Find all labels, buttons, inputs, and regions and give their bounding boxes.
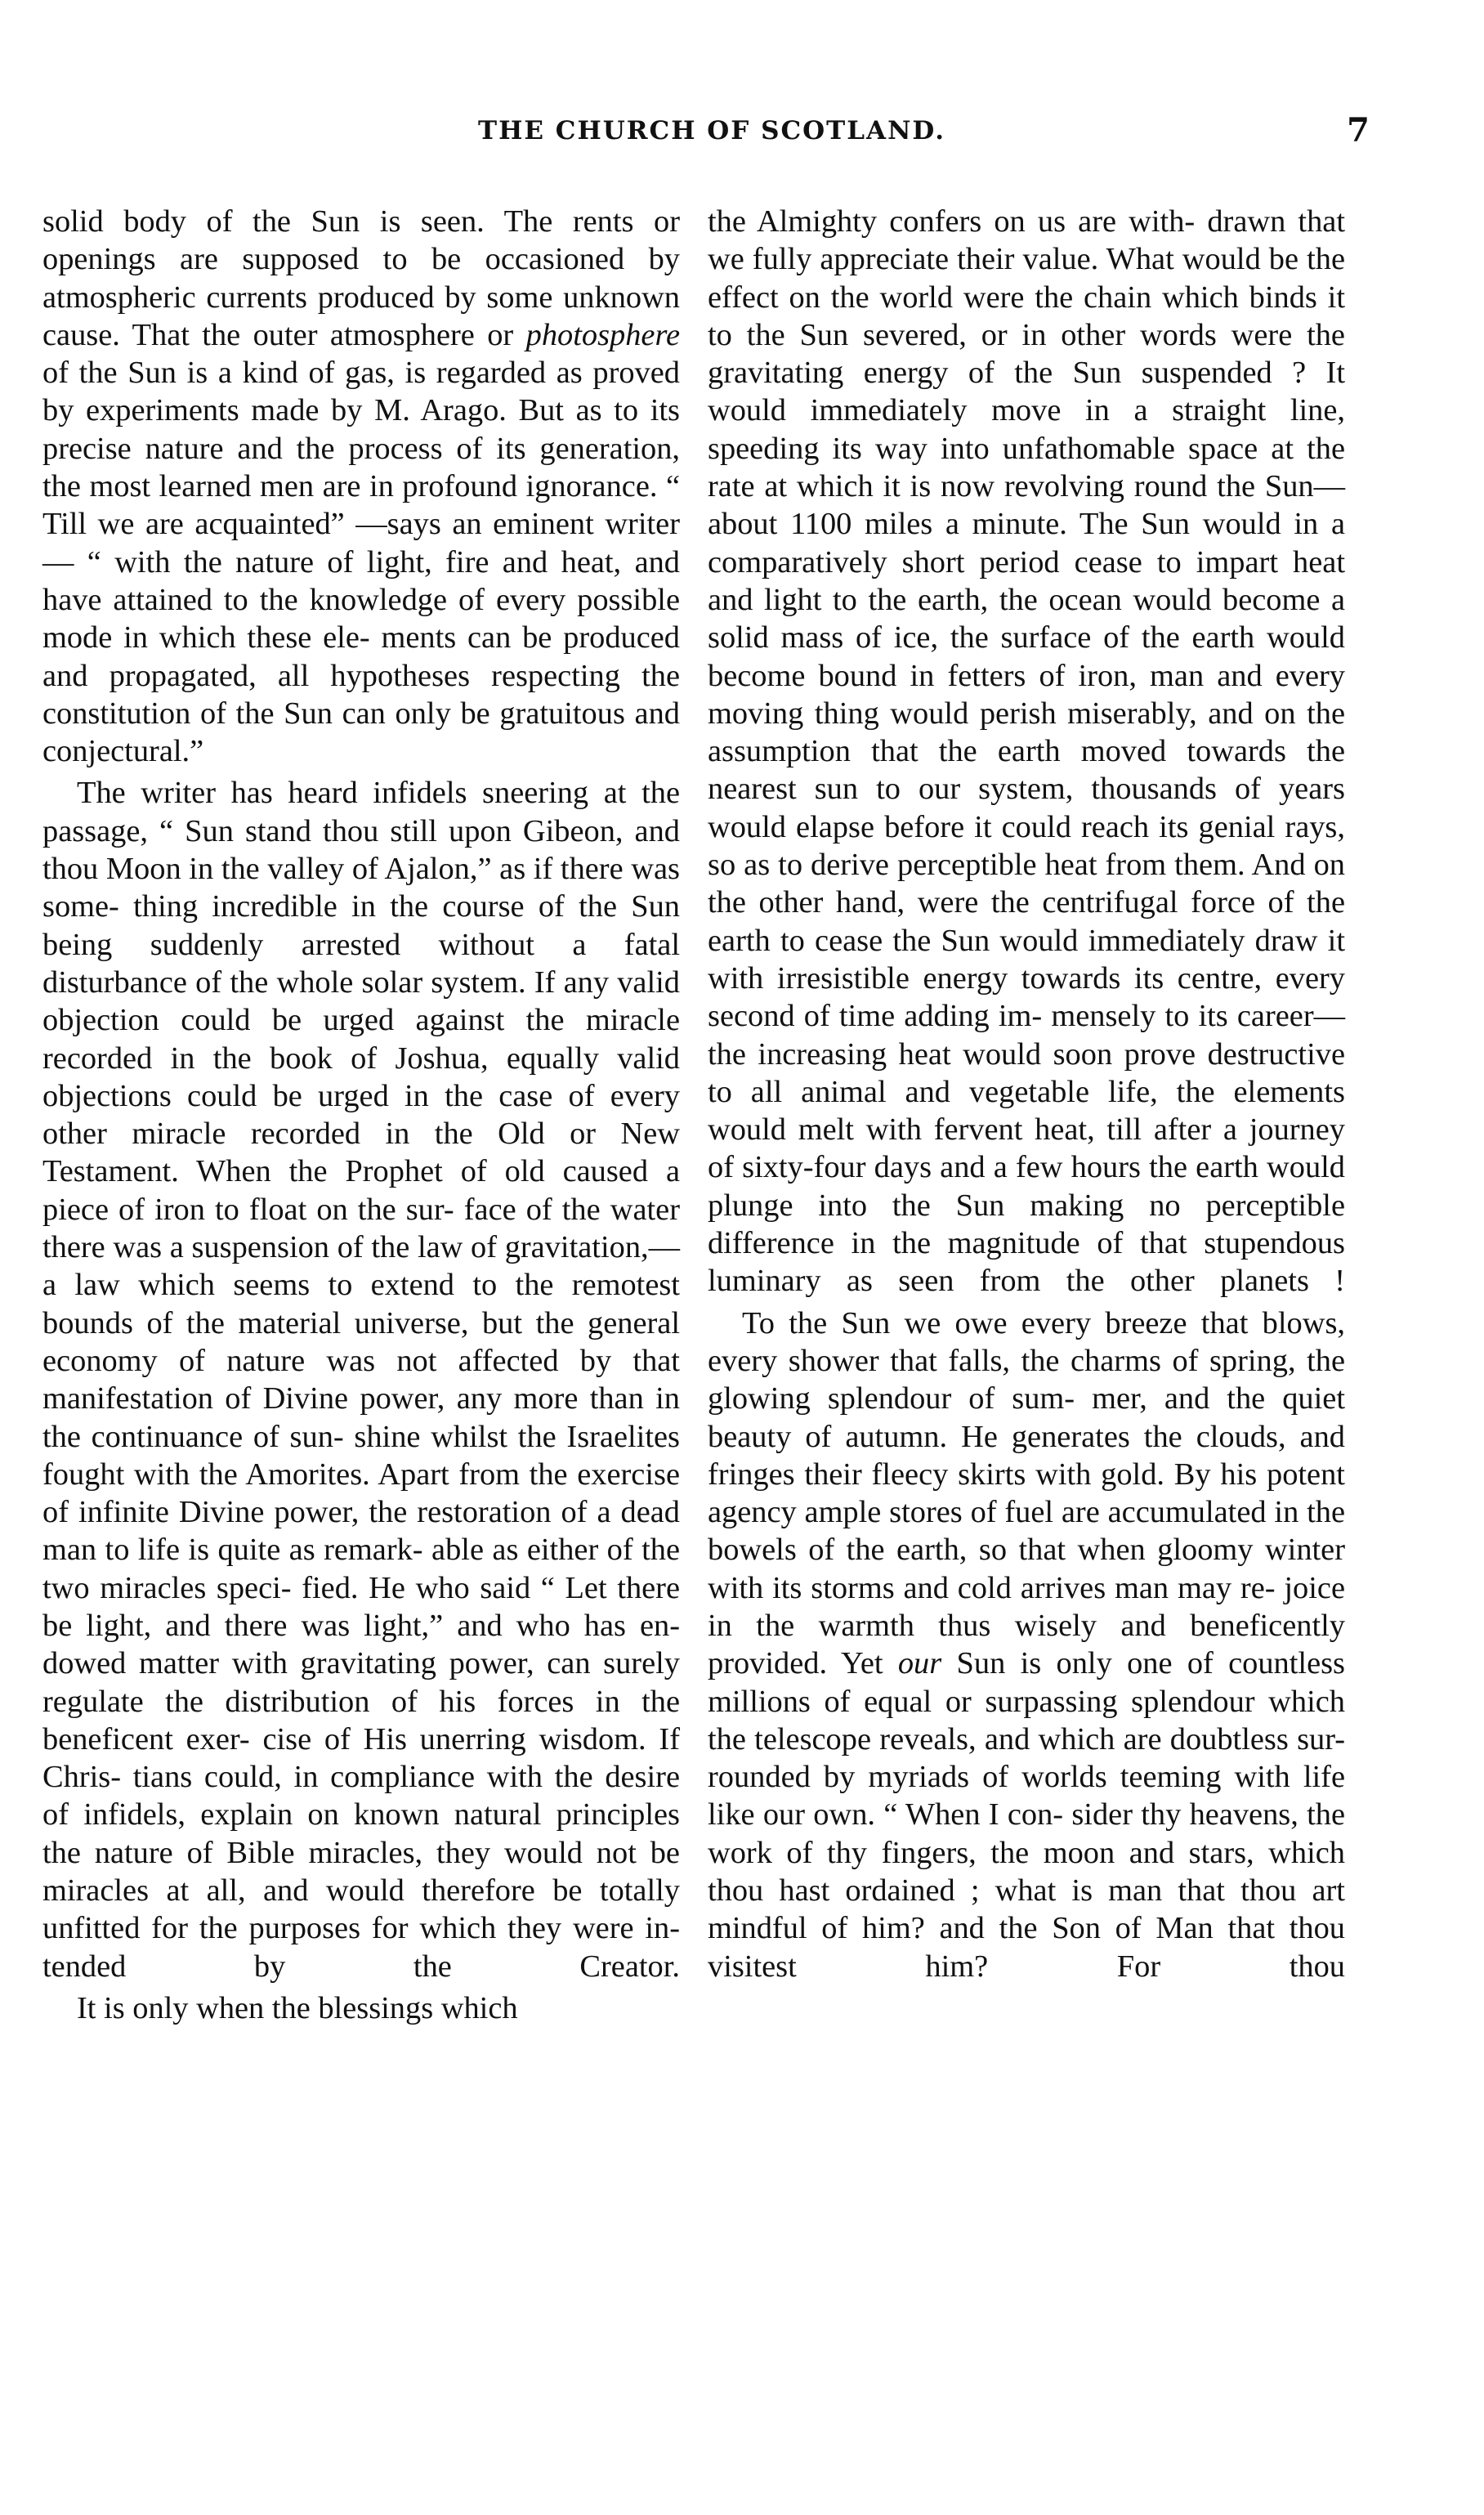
running-head	[54, 111, 1370, 165]
paragraph: solid body of the Sun is seen. The rents or openings are supposed to be occasioned by atmospheric currents produced by some unknown cause. That the outer atmosphere or photosphere of the Sun is a kind of gas, is regarded as proved by experiments made by M. Arago. But as to its precise nature and the process of its generation, the most learned men are in profound ignorance. “ Till we are acquainted” —says an eminent writer— “ with the nature of light, fire and heat, and have attained to the knowledge of every possible mode in which these ele- ments can be produced and propagated, all hypotheses respecting the constitution of the Sun can only be gratuitous and conjectural.”	[42, 204, 681, 769]
page-number: 7	[1347, 111, 1370, 150]
running-title: THE CHURCH OF SCOTLAND.	[478, 116, 945, 145]
paragraph: the Almighty confers on us are with- drawn that we fully appreciate their value. What would be the effect on the world were the chain which binds it to the Sun severed, or in other words were the gravitating energy of the Sun suspended ? It would immediately move in a straight line, speeding its way into unfathomable space at the rate at which it is now revolving round the Sun— about 1100 miles a minute. The Sun would in a comparatively short period cease to impart heat and light to the earth, the ocean would become a solid mass of ice, the surface of the earth would become bound in fetters of iron, man and every moving thing would perish miserably, and on the assumption that the earth moved towards the nearest sun to our system, thousands of years would elapse before it could reach its genial rays, so as to derive perceptible heat from them. And on the other hand, were the centrifugal force of the earth to cease the Sun would immediately draw it with irresistible energy towards its centre, every second of time adding im- mensely to its career—the increasing heat would soon prove destructive to all animal and vegetable life, the elements would melt with fervent heat, till after a journey of sixty-four days and a few hours the earth would plunge into the Sun making no perceptible difference in the magnitude of that stupendous luminary as seen from the other planets !	[708, 204, 1346, 1299]
italic-word: photosphere	[525, 317, 680, 352]
left-column	[42, 203, 680, 2027]
paragraph: To the Sun we owe every breeze that blows, every shower that falls, the charms of spring, the glowing splendour of sum- mer, and the quiet beauty of autumn. He generates the clouds, and fringes their fleecy skirts with gold. By his potent agency ample stores of fuel are accumulated in the bowels of the earth, so that when gloomy winter with its storms and cold arrives man may re- joice in the warmth thus wisely and beneficently provided. Yet our Sun is only one of countless millions of equal or surpassing splendour which the telescope reveals, and which are doubtless sur- rounded by myriads of worlds teeming with life like our own. “ When I con- sider thy heavens, the work of thy fingers, the moon and stars, which thou hast ordained ; what is man that thou art mindful of him? and the Son of Man that thou visitest him? For thou	[708, 1305, 1346, 1984]
italic-word: our	[897, 1646, 942, 1681]
paragraph: The writer has heard infidels sneering at the passage, “ Sun stand thou still upon Gibeon, and thou Moon in the valley of Ajalon,” as if there was some- thing incredible in the course of the Sun being suddenly arrested without a fatal disturbance of the whole solar system. If any valid objection could be urged against the miracle recorded in the book of Joshua, equally valid objections could be urged in the case of every other miracle recorded in the Old or New Testament. When the Prophet of old caused a piece of iron to float on the sur- face of the water there was a suspension of the law of gravitation,—a law which seems to extend to the remotest bounds of the material universe, but the general economy of nature was not affected by that manifestation of Divine power, any more than in the continuance of sun- shine whilst the Israelites fought with the Amorites. Apart from the exercise of infinite Divine power, the restoration of a dead man to life is quite as remark- able as either of the two miracles speci- fied. He who said “ Let there be light, and there was light,” and who has en- dowed matter with gravitating power, can surely regulate the distribution of his forces in the beneficent exer- cise of His unerring wisdom. If Chris- tians could, in compliance with the desire of infidels, explain on known natural principles the nature of Bible miracles, they would not be miracles at all, and would therefore be totally unfitted for the purposes for which they were in- tended by the Creator.	[42, 776, 681, 1984]
right-column	[708, 203, 1345, 1985]
paragraph: It is only when the blessings which	[77, 1990, 518, 2025]
